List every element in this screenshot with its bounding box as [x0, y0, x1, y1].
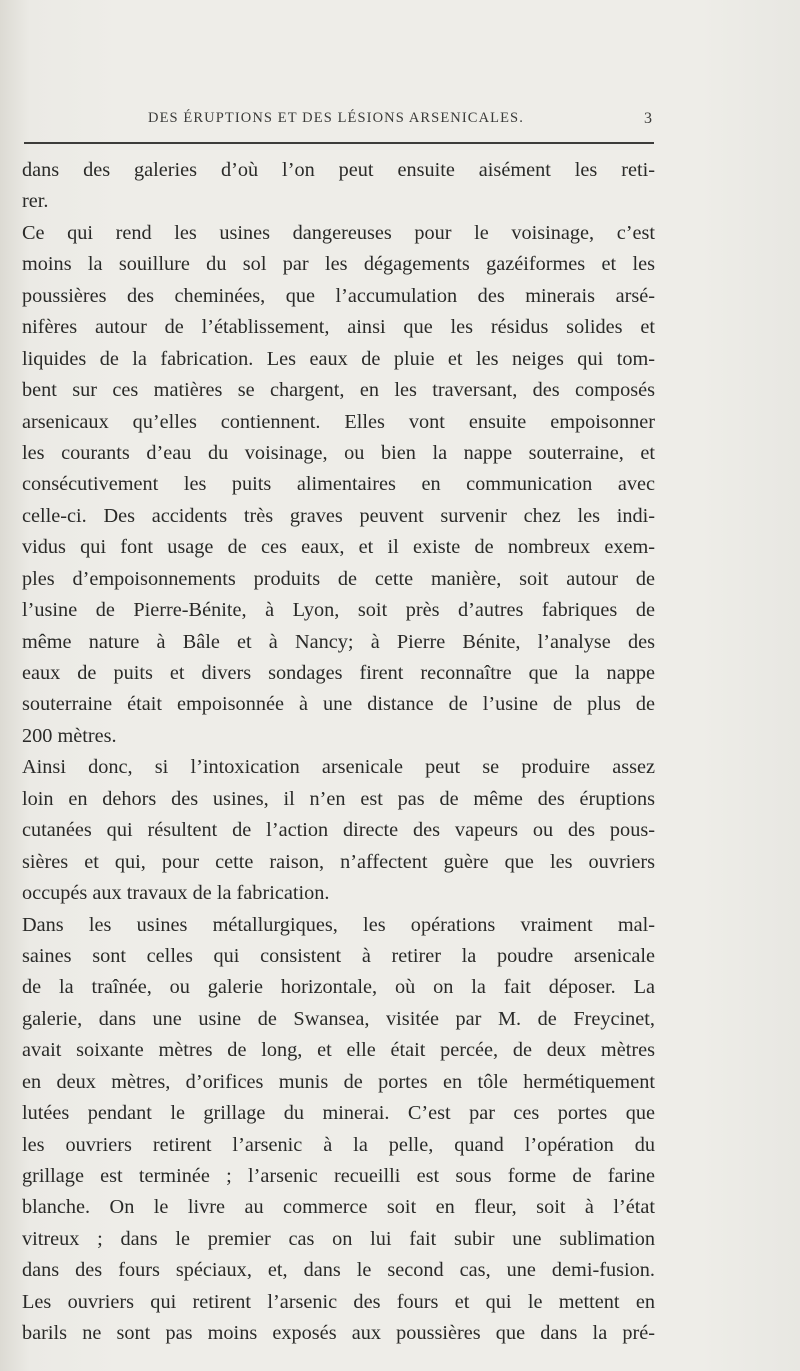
- text-line: Ce qui rend les usines dangereuses pour le voisinage, c’est: [22, 221, 655, 244]
- body-text: [22, 155, 655, 1350]
- text-line: grillage est terminée ; l’arsenic recueilli est sous forme de farine: [22, 1165, 655, 1187]
- text-line: souterraine était empoisonnée à une distance de l’usine de plus de: [22, 693, 655, 716]
- text-line: bent sur ces matières se chargent, en les traversant, des composés: [22, 379, 655, 402]
- text-line: nifères autour de l’établissement, ainsi que les résidus solides et: [22, 316, 655, 339]
- text-line: dans des galeries d’où l’on peut ensuite aisément les reti-: [22, 159, 655, 181]
- text-line: l’usine de Pierre-Bénite, à Lyon, soit près d’autres fabriques de: [22, 599, 655, 622]
- text-line: les courants d’eau du voisinage, ou bien la nappe souterraine, et: [22, 441, 655, 464]
- text-line: liquides de la fabrication. Les eaux de pluie et les neiges qui tom-: [22, 347, 655, 370]
- text-line: dans des fours spéciaux, et, dans le second cas, une demi-fusion.: [22, 1259, 655, 1282]
- text-line: arsenicaux qu’elles contiennent. Elles vont ensuite empoisonner: [22, 410, 655, 433]
- text-line: Dans les usines métallurgiques, les opérations vraiment mal-: [22, 913, 655, 936]
- text-line: loin en dehors des usines, il n’en est pas de même des éruptions: [22, 787, 655, 810]
- text-line: vidus qui font usage de ces eaux, et il existe de nombreux exem-: [22, 536, 655, 559]
- text-line: cutanées qui résultent de l’action directe des vapeurs ou des pous-: [22, 819, 655, 842]
- text-line: Les ouvriers qui retirent l’arsenic des fours et qui le mettent en: [22, 1290, 655, 1313]
- text-line: eaux de puits et divers sondages firent reconnaître que la nappe: [22, 662, 655, 684]
- header-rule: [24, 142, 654, 144]
- text-line: saines sont celles qui consistent à retirer la poudre arsenicale: [22, 944, 655, 967]
- text-line: consécutivement les puits alimentaires en communication avec: [22, 473, 655, 496]
- text-line: celle-ci. Des accidents très graves peuvent survenir chez les indi-: [22, 504, 655, 527]
- text-line: avait soixante mètres de long, et elle était percée, de deux mètres: [22, 1039, 655, 1062]
- text-line: 200 mètres.: [22, 724, 117, 747]
- text-line: lutées pendant le grillage du minerai. C’est par ces portes que: [22, 1102, 655, 1125]
- text-line: ples d’empoisonnements produits de cette manière, soit autour de: [22, 567, 655, 590]
- text-line: Ainsi donc, si l’intoxication arsenicale peut se produire assez: [22, 756, 655, 779]
- text-line: barils ne sont pas moins exposés aux poussières que dans la pré-: [22, 1322, 655, 1345]
- text-line: blanche. On le livre au commerce soit en fleur, soit à l’état: [22, 1196, 655, 1219]
- text-line: sières et qui, pour cette raison, n’affectent guère que les ouvriers: [22, 850, 655, 873]
- text-line: de la traînée, ou galerie horizontale, où on la fait déposer. La: [22, 976, 655, 999]
- text-line: rer.: [22, 190, 49, 213]
- text-line: moins la souillure du sol par les dégagements gazéiformes et les: [22, 253, 655, 276]
- text-line: galerie, dans une usine de Swansea, visitée par M. de Freycinet,: [22, 1007, 655, 1030]
- text-line: occupés aux travaux de la fabrication.: [22, 882, 330, 905]
- text-line: les ouvriers retirent l’arsenic à la pelle, quand l’opération du: [22, 1133, 655, 1156]
- running-title: DES ÉRUPTIONS ET DES LÉSIONS ARSENICALES.: [148, 110, 524, 126]
- text-line: poussières des cheminées, que l’accumulation des minerais arsé-: [22, 284, 655, 307]
- page-number: 3: [644, 110, 652, 127]
- running-head: [148, 110, 658, 130]
- text-line: vitreux ; dans le premier cas on lui fait subir une sublimation: [22, 1227, 655, 1250]
- text-line: même nature à Bâle et à Nancy; à Pierre Bénite, l’analyse des: [22, 630, 655, 653]
- text-line: en deux mètres, d’orifices munis de portes en tôle hermétiquement: [22, 1070, 655, 1093]
